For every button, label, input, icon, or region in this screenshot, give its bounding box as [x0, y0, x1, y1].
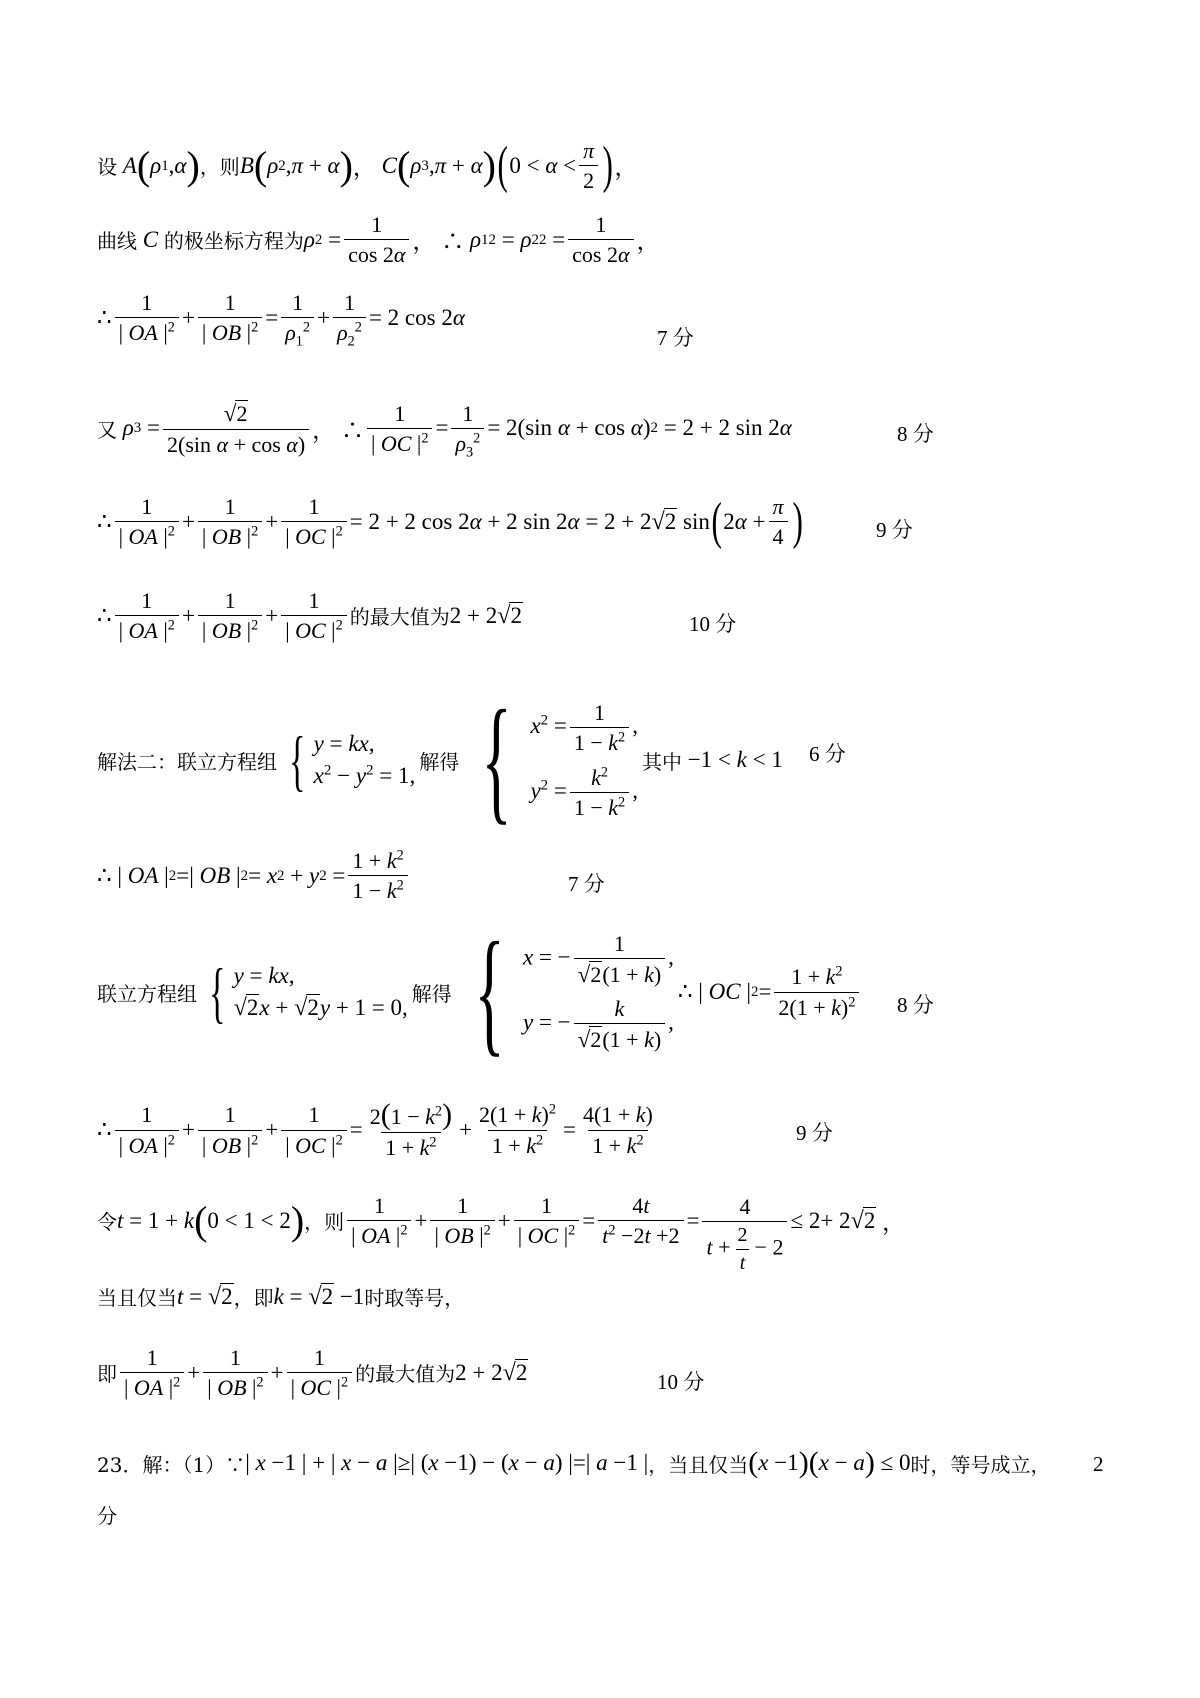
score-8b: 8 分: [897, 993, 934, 1017]
score-9b: 9 分: [796, 1121, 833, 1145]
q23-wrap: 分: [97, 1504, 117, 1528]
method-2-line: 解法二：联立方程组 { y = kx, $x^2 - y^2 = 1$, 解得 { $x^2$ = $\frac{1}{1 - k^2}$ , $y^2$ = $\frac{k^2}{1 - k^2}$ , 其中 −1 < k < 1: [97, 682, 783, 837]
score-9a: 9 分: [876, 518, 913, 542]
line-sum-k: ∴ 1 | OA $|^2$ + 1 | OB $|^2$ + 1 | OC $|^2$ = $2(1 - k^2)$ $1 + k^2$ + $2(1 + k)^2$ $1 + k^2$ = 4(1 + k) $1 + k^2$: [97, 1098, 653, 1160]
line-2: 曲线 C 的极坐标方程为 ρ 2 = 1 cos 2α ， ∴ ρ 1 2 = ρ 2 2 = 1 cos 2α ，: [97, 212, 660, 268]
score-8a: 8 分: [897, 422, 934, 446]
line-3: ∴ 1 | OA $|^2$ + 1 | OB $|^2$ = 1 $\rho_1^2$ + 1 $\rho_2^2$ = 2 cos 2 α: [97, 290, 465, 350]
score-7b: 7 分: [568, 872, 605, 896]
text-solve-2: 解得: [411, 981, 452, 1006]
text-polar: 的极坐标方程为: [163, 229, 304, 254]
text-ze-2: ，则: [304, 1210, 345, 1235]
line-second-system: 联立方程组 { y = kx, √ 2 x + √ 2 y + 1 = 0, 解得 { x = − 1 √ 2 (1 + k) , y = − k √ 2 (1 + k) , ∴ | OC | 2 = $1 + k^2$ $2(1 + k)^2$: [97, 922, 862, 1062]
score-6: 6 分: [809, 742, 846, 766]
text-q23-end: 时，等号成立，: [910, 1452, 1051, 1477]
line-4: 又 ρ 3 = √ 2 2(sin α + cos α) ， ∴ 1 | OC $|^2$ = 1 $\rho_3^2$ = 2(sin α + cos α ) 2 = 2 + 2 sin 2 α: [97, 400, 792, 461]
text-max-2: 的最大值为: [355, 1362, 456, 1387]
line-let-t: 令 t = 1 + k ( 0 < 1 < 2 ) ，则 1 | OA $|^2$ + 1 | OB $|^2$ + 1 | OC $|^2$ = 4t $t^2 -2t +2$ = 4 t + $\frac{2}{t}$ − 2 ≤ 2+ 2 √ 2 ，: [97, 1192, 906, 1275]
text-ji: 即: [97, 1362, 117, 1387]
line-1: 设 A ( ρ 1 , α ) ，则 B ( ρ 2 , π + α ) ， C ( ρ 3 , π + α ) ( 0 < α < π 2 ) ，: [97, 136, 638, 194]
line-q23: 23．解：（1）∵ | x −1 | + | x − a |≥| ( x −1) − ( x − a ) |=| a −1 | ，当且仅当 ( x −1 ) ( x − a ) ≤ 0 时，等号成立，: [97, 1446, 1051, 1479]
text-solve-1: 解得: [419, 749, 460, 774]
score-10b: 10 分: [657, 1370, 705, 1394]
text-she: 设: [97, 155, 117, 180]
text-curve: 曲线: [97, 229, 137, 254]
text-qudeng: 时取等号，: [364, 1286, 465, 1310]
text-range: 其中: [641, 749, 682, 774]
text-q23: 23．解：（1）∵: [97, 1452, 246, 1477]
text-ling: 令: [97, 1210, 117, 1235]
line-conclusion: 即 1 | OA $|^2$ + 1 | OB $|^2$ + 1 | OC $|^2$ 的最大值为 2 + 2 √ 2: [97, 1345, 528, 1401]
score-7a: 7 分: [657, 326, 694, 350]
score-2: 2: [1093, 1452, 1104, 1476]
text-ji-k: ，即: [233, 1286, 274, 1310]
score-10a: 10 分: [689, 612, 737, 636]
text-you: 又: [97, 417, 117, 442]
line-5: ∴ 1 | OA $|^2$ + 1 | OB $|^2$ + 1 | OC $|^2$ = 2 + 2 cos 2 α + 2 sin 2 α = 2 + 2 √ 2 sin ( 2 α + π 4 ): [97, 492, 803, 550]
text-method2: 解法二：联立方程组: [97, 749, 277, 774]
text-ze: ，则: [199, 155, 240, 180]
line-equality: 当且仅当 t = √ 2 ，即 k = √ 2 −1 时取等号，: [97, 1282, 465, 1310]
text-max-1: 的最大值为: [349, 605, 450, 630]
line-6: ∴ 1 | OA $|^2$ + 1 | OB $|^2$ + 1 | OC $|^2$ 的最大值为 2 + 2 √ 2: [97, 588, 522, 644]
text-lianli: 联立方程组: [97, 981, 197, 1006]
text-dang: 当且仅当: [97, 1286, 177, 1310]
line-oa-ob: ∴ | OA | 2 =| OB | 2 = x 2 + y 2 = $1 + k^2$ $1 - k^2$: [97, 848, 411, 904]
text-q23-mid: ，当且仅当: [648, 1452, 749, 1477]
